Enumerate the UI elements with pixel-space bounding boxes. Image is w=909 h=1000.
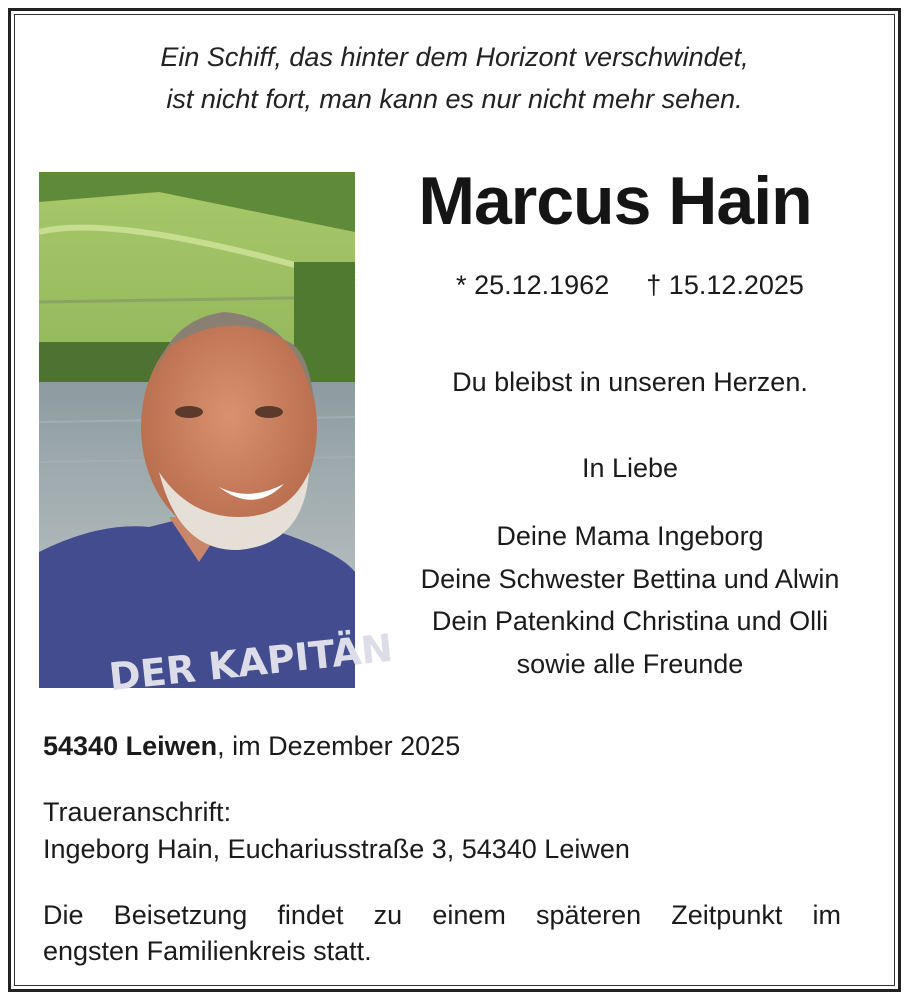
place-date-text: , im Dezember 2025 — [217, 731, 461, 761]
remembrance-message: Du bleibst in unseren Herzen. — [452, 367, 808, 397]
funeral-note-line-2: engsten Familienkreis statt. — [43, 936, 372, 966]
death-symbol: † — [646, 270, 662, 300]
portrait-photo — [39, 172, 395, 700]
closing-phrase: In Liebe — [581, 453, 679, 483]
quote — [0, 36, 909, 120]
life-dates — [380, 270, 880, 301]
place-date — [43, 731, 460, 762]
mourner-line: Dein Patenkind Christina und Olli — [431, 606, 829, 636]
quote-line-2: ist nicht fort, man kann es nur nicht mehr sehen. — [166, 84, 743, 114]
funeral-note — [43, 897, 841, 969]
address-label: Traueranschrift: — [43, 797, 232, 827]
mourner-line: Deine Schwester Bettina und Alwin — [420, 564, 840, 594]
mourner-line: Deine Mama Ingeborg — [496, 521, 764, 551]
address-value: Ingeborg Hain, Euchariusstraße 3, 54340 Leiwen — [43, 834, 630, 864]
birth-date: 25.12.1962 — [474, 270, 610, 300]
birth-symbol: * — [456, 270, 467, 300]
portrait-illustration — [39, 172, 395, 700]
mourner-line: sowie alle Freunde — [516, 649, 744, 679]
deceased-name: Marcus Hain — [418, 163, 812, 239]
shirt-text: DER KAPITÄN — [106, 625, 395, 700]
funeral-note-line-1: Die Beisetzung findet zu einem späteren Zeitpunkt im — [43, 900, 841, 930]
death-date: 15.12.2025 — [668, 270, 804, 300]
place-location: 54340 Leiwen — [43, 731, 218, 761]
quote-line-1: Ein Schiff, das hinter dem Horizont verschwindet, — [160, 42, 749, 72]
